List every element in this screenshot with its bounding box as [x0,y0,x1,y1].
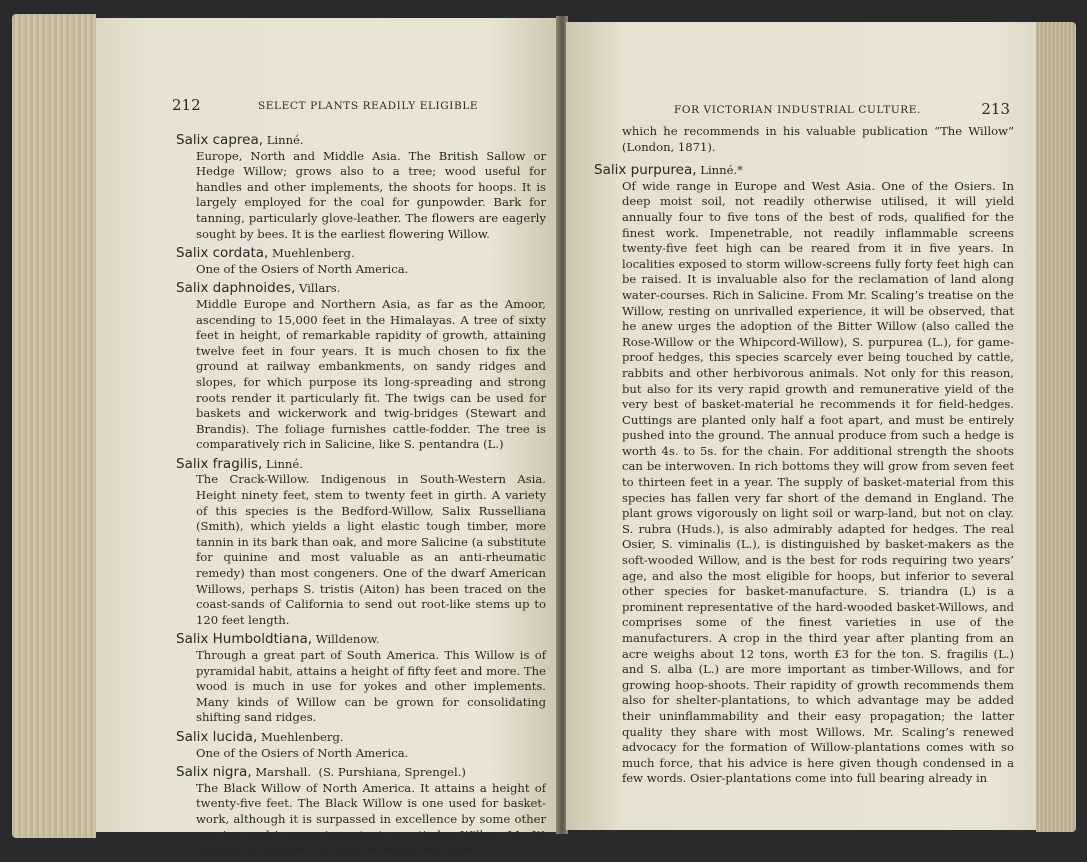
species-description: One of the Osiers of North America. [196,261,409,276]
species-authority: Linné. [266,456,303,471]
species-entry [594,162,1014,787]
species-synonym: (S. Purshiana, Sprengel.) [318,765,466,780]
left-text-column [176,132,546,862]
right-page-edges [1036,22,1076,832]
species-description: Of wide range in Europe and West Asia. One of the Osiers. In deep moist soil, not readily otherwise utilised, it will yield annually four to five tons of the best of rods, qualified for the finest work. Impenetrable, not readily inflammable screens twenty-five feet high can be reared from it in five years. In localities exposed to storm willow-screens fully forty feet high can be raised. It is invaluable also for the reclamation of land along water-courses. Rich in Salicine. From Mr. Scaling’s treatise on the Willow, resting on unrivalled experience, it will be observed, that he anew urges the adoption of the Bitter Willow (also called the Rose-Willow or the Whipcord-Willow), S. purpurea (L.), for game-proof hedges, this species scarcely ever being touched by cattle, rabbits and other herbivorous animals. Not only for this reason, but also for its very rapid growth and remunerative yield of the very best of basket-material he recommends it for field-hedges. Cuttings are planted only half a foot apart, and must be entirely pushed into the ground. The annual produce from such a hedge is worth 4s. to 5s. for the chain. For additional strength the shoots can be interwoven. In rich bottoms they will grow from seven feet to thirteen feet in a year. The supply of basket-material from this species has fallen very far short of the demand in England. The plant grows vigorously on light soil or warp-land, but not on clay. S. rubra (Huds.), is also admirably adapted for hedges. The real Osier, S. viminalis (L.), is distinguished by basket-makers as the soft-wooded Willow, and is the best for rods requiring two years’ age, and also the most eligible for hoops, but inferior to several other species for basket-manufacture. S. triandra (L) is a prominent representative of the hard-wooded basket-Willows, and comprises some of the finest varieties in use of the manufacturers. A crop in the third year after planting from an acre weighs about 12 tons, worth £3 for the ton. S. fragilis (L.) and S. alba (L.) are more important as timber-Willows, and for growing hoop-shoots. Their rapidity of growth recommends them also for shelter-plantations, to which advantage may be added their uninflammability and their easy propagation; the latter quality they share with most Willows. Mr. Scaling’s renewed advocacy for the formation of Willow-plantations comes with so much force, that his advice is here given though condensed in a few words. Osier-plantations come into full bearing already in [622,178,1014,786]
right-page-number: 213 [981,100,1010,118]
species-entry [176,245,546,277]
left-page-edges [12,14,96,838]
right-page [566,22,1036,830]
species-description: Through a great part of South America. This Willow is of pyramidal habit, attains a height of fifty feet and more. The wood is much in use for yokes and other implements. Many kinds of Willow can be grown for consolidating shifting sand ridges. [196,648,546,725]
species-name: Salix fragilis, [176,455,263,472]
species-name: Salix lucida, [176,728,258,745]
species-name: Salix purpurea, [594,162,697,179]
species-description: Europe, North and Middle Asia. The British Sallow or Hedge Willow; grows also to a tree; wood useful for handles and other implements, the shoots for hoops. It is largely employed for the coal for gunpowder. Bark for tanning, particularly glove-leather. The flowers are eagerly sought by bees. It is the earliest flowering Willow. [196,148,546,241]
species-authority: Villars. [299,281,341,296]
species-entry [176,280,546,453]
species-name: Salix nigra, [176,764,252,781]
species-authority: Linné.* [700,163,743,178]
left-page [96,18,558,858]
species-authority: Marshall. [255,765,312,780]
species-description: The Crack-Willow. Indigenous in South-Western Asia. Height ninety feet, stem to twenty feet in girth. A variety of this species is the Bedford-Willow, Salix Russelliana (Smith), which yields a light elastic tough timber, more tannin in its bark than oak, and more Salicine (a substitute for quinine and most valuable as an anti-rheumatic remedy) than most congeners. One of the dwarf American Willows, perhaps S. tristis (Aiton) has been traced on the coast-sands of California to send out root-like stems up to 120 feet length. [196,472,546,627]
species-entry [176,764,546,859]
species-description: One of the Osiers of North America. [196,745,409,760]
species-description: The Black Willow of North America. It attains a height of twenty-five feet. The Black Willow is one used for basket-work, although it is surpassed in excellence by some other species, and is more important as a timber-Willow. Mr. W. Scaling, of Basford, includes it among the sorts, [196,780,546,858]
species-authority: Willdenow. [315,632,380,647]
species-entry [176,631,546,726]
continuation-text: which he recommends in his valuable publication “The Willow” (London, 1871). [622,124,1014,154]
species-authority: Muehlenberg. [260,729,344,744]
species-name: Salix caprea, [176,132,264,148]
left-running-title: SELECT PLANTS READILY ELIGIBLE [258,100,479,112]
species-authority: Linné. [266,133,304,147]
left-page-number: 212 [172,96,201,114]
species-authority: Muehlenberg. [272,246,355,261]
species-description: Middle Europe and Northern Asia, as far as the Amoor, ascending to 15,000 feet in the Himalayas. A tree of sixty feet in height, of remarkable rapidity of growth, attaining twelve feet in four years. It is much chosen to fix the ground at railway embankments, on sandy ridges and slopes, for which purpose its long-spreading and strong roots render it particularly fit. The twigs can be used for baskets and wickerwork and twig-bridges (Stewart and Brandis). The foliage furnishes cattle-fodder. The tree is comparatively rich in Salicine, like S. pentandra (L.) [196,296,546,452]
species-name: Salix daphnoides, [176,280,296,297]
species-name: Salix Humboldtiana, [176,631,313,648]
species-entry [176,132,546,242]
species-entry [176,729,546,761]
right-running-title: FOR VICTORIAN INDUSTRIAL CULTURE. [674,104,921,116]
right-text-column [594,124,1014,790]
species-entry [176,456,546,629]
species-name: Salix cordata, [176,245,269,262]
